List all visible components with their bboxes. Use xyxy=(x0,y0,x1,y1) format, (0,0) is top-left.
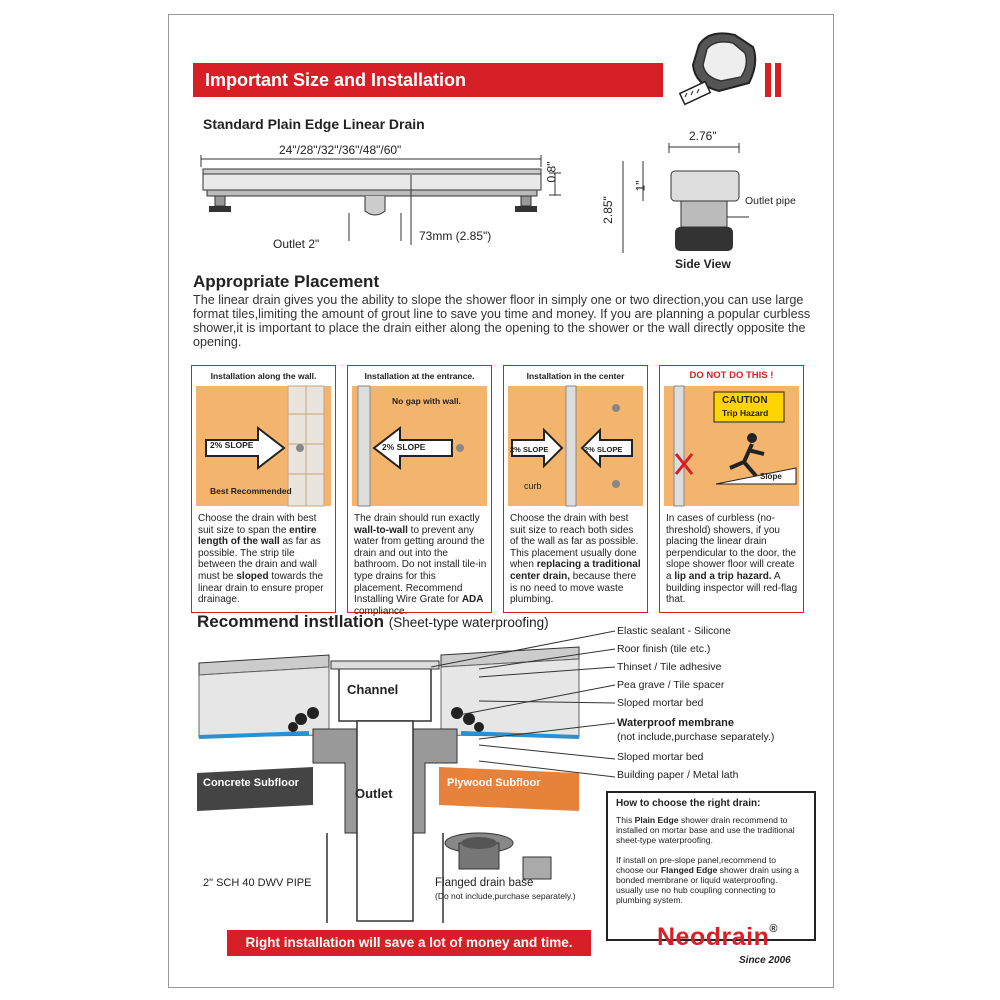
slope-label: 2% SLOPE xyxy=(210,440,254,450)
panel-do-not xyxy=(659,365,804,613)
layer-label: Roor finish (tile etc.) xyxy=(617,643,711,655)
layer-label: Pea grave / Tile spacer xyxy=(617,679,725,691)
panel-title: Installation at the entrance. xyxy=(348,368,491,384)
flanged-note: (Do not include,purchase separately.) xyxy=(435,891,576,901)
brand-since: Since 2006 xyxy=(739,955,791,966)
layer-label-membrane: Waterproof membrane xyxy=(617,717,734,729)
panel-title: Installation in the center xyxy=(504,368,647,384)
outlet-label: Outlet xyxy=(355,786,393,801)
choose-drain-box xyxy=(606,791,816,941)
choose-plain-edge: This Plain Edge shower drain recommend to installed on mortar base and use the traditional sheet-type waterproofing. xyxy=(616,815,795,845)
panel-entrance xyxy=(347,365,492,617)
panel-description: In cases of curbless (no-threshold) showers, if you placing the linear drain perpendicular to the door, the slope shower floor will create a lip and a trip hazard. A building inspector will red-flag that. xyxy=(666,513,798,606)
header-stripe xyxy=(765,63,771,97)
panel-title: Installation along the wall. xyxy=(192,368,335,384)
panel-center xyxy=(503,365,648,613)
choose-flanged-edge: If install on pre-slope panel,recommend to choose our Flanged Edge shower drain using a bonded membrane or liquid waterproofing. usually use no hub coupling connecting to plumbing system. xyxy=(616,855,799,905)
placement-title: Appropriate Placement xyxy=(193,272,380,291)
outlet-pipe-label: Outlet pipe xyxy=(745,195,796,207)
layer-note: (not include,purchase separately.) xyxy=(617,731,775,743)
header-banner: Important Size and Installation xyxy=(193,63,663,97)
side-width: 2.76" xyxy=(689,129,717,143)
layer-label: Thinset / Tile adhesive xyxy=(617,661,722,673)
outlet-size: Outlet 2" xyxy=(273,237,320,251)
layer-label: Elastic sealant - Silicone xyxy=(617,625,731,637)
caution-label: CAUTION xyxy=(722,395,768,406)
install-title: Recommend instllation (Sheet-type waterproofing) xyxy=(197,612,549,631)
drain-title: Standard Plain Edge Linear Drain xyxy=(203,116,425,132)
pipe-label: 2" SCH 40 DWV PIPE xyxy=(203,877,312,889)
panel-title: DO NOT DO THIS ! xyxy=(660,368,803,384)
side-view-label: Side View xyxy=(675,257,731,271)
channel-label: Channel xyxy=(347,682,399,697)
tape-measure-icon xyxy=(679,25,759,107)
slope-tag: Slope xyxy=(760,472,782,481)
header-stripe xyxy=(775,63,781,97)
concrete-subfloor-label: Concrete Subfloor xyxy=(203,777,299,789)
trip-hazard-label: Trip Hazard xyxy=(722,408,769,418)
no-gap-label: No gap with wall. xyxy=(392,396,461,406)
best-recommended-label: Best Recommended xyxy=(210,486,292,496)
panel-description: Choose the drain with best suit size to reach both sides of the wall as far as possible. This placement usually done when replacing a traditional center drain, because there is no need to move waste plumbing. xyxy=(510,513,641,606)
layer-label: Building paper / Metal lath xyxy=(617,769,739,781)
drain-height: 0.8" xyxy=(544,161,559,183)
choose-title: How to choose the right drain: xyxy=(616,798,761,809)
flanged-label: Flanged drain base xyxy=(435,877,534,889)
side-one-inch: 1" xyxy=(633,180,648,192)
leader-lines xyxy=(419,621,619,787)
brand-logo: Neodrain® xyxy=(657,923,778,951)
slogan-banner: Right installation will save a lot of money and time. xyxy=(227,930,591,956)
layer-label: Sloped mortar bed xyxy=(617,751,704,763)
layer-label: Sloped mortar bed xyxy=(617,697,704,709)
panel-description: Choose the drain with best suit size to span the entire length of the wall as far as possible. The strip tile between the drain and wall must be sloped towards the linear drain to ensure proper drainage. xyxy=(198,513,324,606)
slope-label-right: 2% SLOPE xyxy=(584,445,623,454)
plywood-subfloor-label: Plywood Subfloor xyxy=(447,777,541,789)
curb-label: curb xyxy=(524,481,542,491)
document-page xyxy=(168,14,834,988)
slope-label: 2% SLOPE xyxy=(382,442,426,452)
slope-label-left: 2% SLOPE xyxy=(510,445,549,454)
linear-drain-diagram xyxy=(199,153,579,257)
placement-text: The linear drain gives you the ability to slope the shower floor in simply one or two direction,you can use large format tiles,limiting the amount of grout line to save you time and money. If you are planning a popular curbless shower,it is important to place the drain either along the opening to the shower or the wall directly opposite the opening. xyxy=(193,293,811,349)
panel-description: The drain should run exactly wall-to-wall to prevent any water from getting around the drain and out into the bathroom. Do not install tile-in type drains for this placement. Recommend Installing Wire Grate for ADA compliance. xyxy=(354,513,487,617)
side-total-height: 2.85" xyxy=(600,196,615,224)
drain-lengths: 24"/28"/32"/36"/48"/60" xyxy=(279,143,402,157)
panel-along-wall xyxy=(191,365,336,613)
drain-drop: 73mm (2.85") xyxy=(419,229,492,243)
